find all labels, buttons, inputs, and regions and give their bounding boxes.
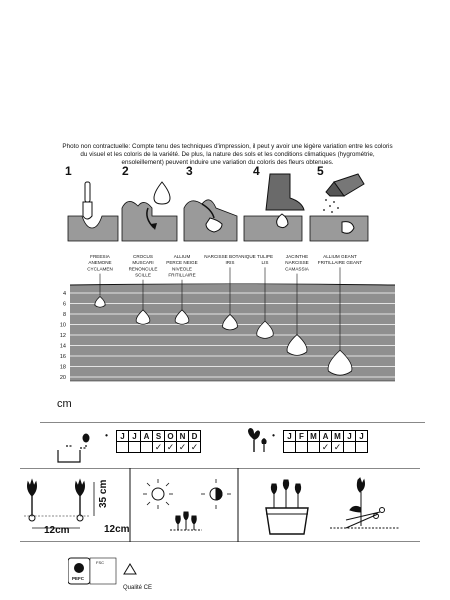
calendar-month-label: A [140, 430, 153, 442]
depth-chart-svg [0, 250, 450, 415]
calendar-month-label: A [319, 430, 332, 442]
calendar-month-check [355, 441, 368, 453]
calendar-month-label: J [116, 430, 129, 442]
planting-depth-chart [0, 250, 450, 415]
flower-pot-icon [266, 480, 308, 534]
bulb-label-line: FREESIA [90, 254, 110, 259]
bulb-label-line: JACINTHE [285, 254, 309, 259]
calendar-month-label: S [152, 430, 165, 442]
row-spacing-label: 12cm [44, 525, 70, 536]
tulip-spacing-icon [24, 480, 94, 528]
height-label: 35 cm [98, 479, 109, 508]
fsc-logo-text: FSC [96, 560, 104, 565]
depth-tick-label: 12 [59, 333, 66, 339]
planting-time-icon [58, 434, 90, 463]
depth-tick-label: 10 [59, 322, 66, 329]
calendar-month-check: ✓ [176, 441, 189, 453]
ground-surface-line [70, 284, 395, 285]
bulb-label-line: CYCLAMEN [87, 266, 113, 272]
depth-tick-label: 8 [62, 312, 66, 318]
bulb-label-line: IRIS [225, 260, 235, 266]
depth-tick-label: 18 [59, 364, 66, 371]
bulb-label-line: MUSCARI [132, 260, 154, 266]
growing-info-row [20, 468, 420, 542]
calendar-month-label: J [283, 430, 296, 442]
calendar-month-check: ✓ [319, 441, 332, 453]
calendar-month-label: M [307, 430, 320, 442]
calendar-start-marker: • [105, 431, 108, 440]
calendar-month-label: F [295, 430, 308, 442]
depth-unit-label: cm [57, 398, 72, 410]
bulb-label-line: NARCISSE BOTANIQUE [204, 254, 256, 259]
step-number-1: 1 [65, 164, 72, 178]
bulb-label-line: NIVEOLE [172, 266, 192, 272]
depth-tick-label: 6 [62, 301, 66, 308]
calendar-row [40, 422, 425, 472]
certification-logo-svg [68, 556, 158, 586]
qualite-ce-text: Qualité CE [123, 585, 153, 591]
growing-info-illustrations [20, 468, 420, 542]
calendar-month-label: J [128, 430, 141, 442]
bulb-label-line: ALLIUM GEANT [323, 254, 357, 259]
calendar-month-check: ✓ [164, 441, 177, 453]
bulb-label-line: NARCISSE [285, 260, 309, 266]
calendar-month-check: ✓ [331, 441, 344, 453]
bulb-label-line: CAMASSIA [285, 266, 309, 272]
bulb-label-line: RENONCULE [128, 266, 158, 272]
cut-flower-icon [330, 478, 400, 528]
calendar-month-label: J [355, 430, 368, 442]
recycle-icon [124, 564, 136, 574]
flowering-time-icon [248, 428, 267, 452]
step-number-5: 5 [317, 164, 324, 178]
depth-tick-label: 20 [59, 375, 66, 381]
calendar-month-label: M [331, 430, 344, 442]
calendar-month-label: D [188, 430, 201, 442]
planting-steps-illustration [62, 168, 377, 246]
depth-tick-label: 4 [62, 291, 66, 297]
cover-soil-icon [184, 200, 237, 241]
bulb-label-line: PERCE NEIGE [166, 260, 198, 266]
trowel-icon [68, 182, 118, 241]
bulb-label-line: LIS [261, 260, 269, 266]
calendar-month-label: J [343, 430, 356, 442]
calendar-month-label: N [176, 430, 189, 442]
bulb-label-line: ALLIUM [173, 254, 191, 259]
calendar-month-check: ✓ [188, 441, 201, 453]
pefc-logo-icon [74, 563, 84, 573]
calendar-start-marker: • [272, 431, 275, 440]
boot-press-icon [244, 174, 304, 241]
disclaimer-text: Photo non contractuelle: Compte tenu des techniques d'impression, il peut y avoir une légère variation entre les coloris du visuel et les coloris de la variété. De plus, la nature des sols et les conditions climatiques (hygrométrie, ensoleillement) peuvent induire une variation du coloris des fleurs obtenues. [62, 143, 393, 166]
bulb-label-line: FRITILLAIRE [168, 272, 196, 278]
calendar-month-label: O [164, 430, 177, 442]
step-number-2: 2 [122, 164, 129, 178]
planting-steps [62, 164, 377, 246]
bulb-label-line: TULIPE [256, 254, 274, 259]
watering-can-icon [310, 174, 368, 241]
bulb-label-line: CROCUS [133, 254, 153, 259]
step-number-4: 4 [253, 164, 260, 178]
depth-tick-label: 14 [59, 343, 66, 350]
bulb-label-line: FRITILLAIRE GEANT [317, 260, 363, 266]
bulb-label-line: SCILLE [135, 272, 151, 278]
sun-exposure-icon [143, 479, 231, 530]
bulb-drop-icon [122, 182, 177, 241]
pefc-logo-text: PEFC [72, 576, 85, 581]
calendar-month-check: ✓ [152, 441, 165, 453]
depth-tick-label: 16 [59, 354, 66, 360]
step-number-3: 3 [186, 164, 193, 178]
bulb-label-line: ANEMONE [88, 260, 112, 266]
plant-spacing-label: 12cm [104, 524, 130, 535]
